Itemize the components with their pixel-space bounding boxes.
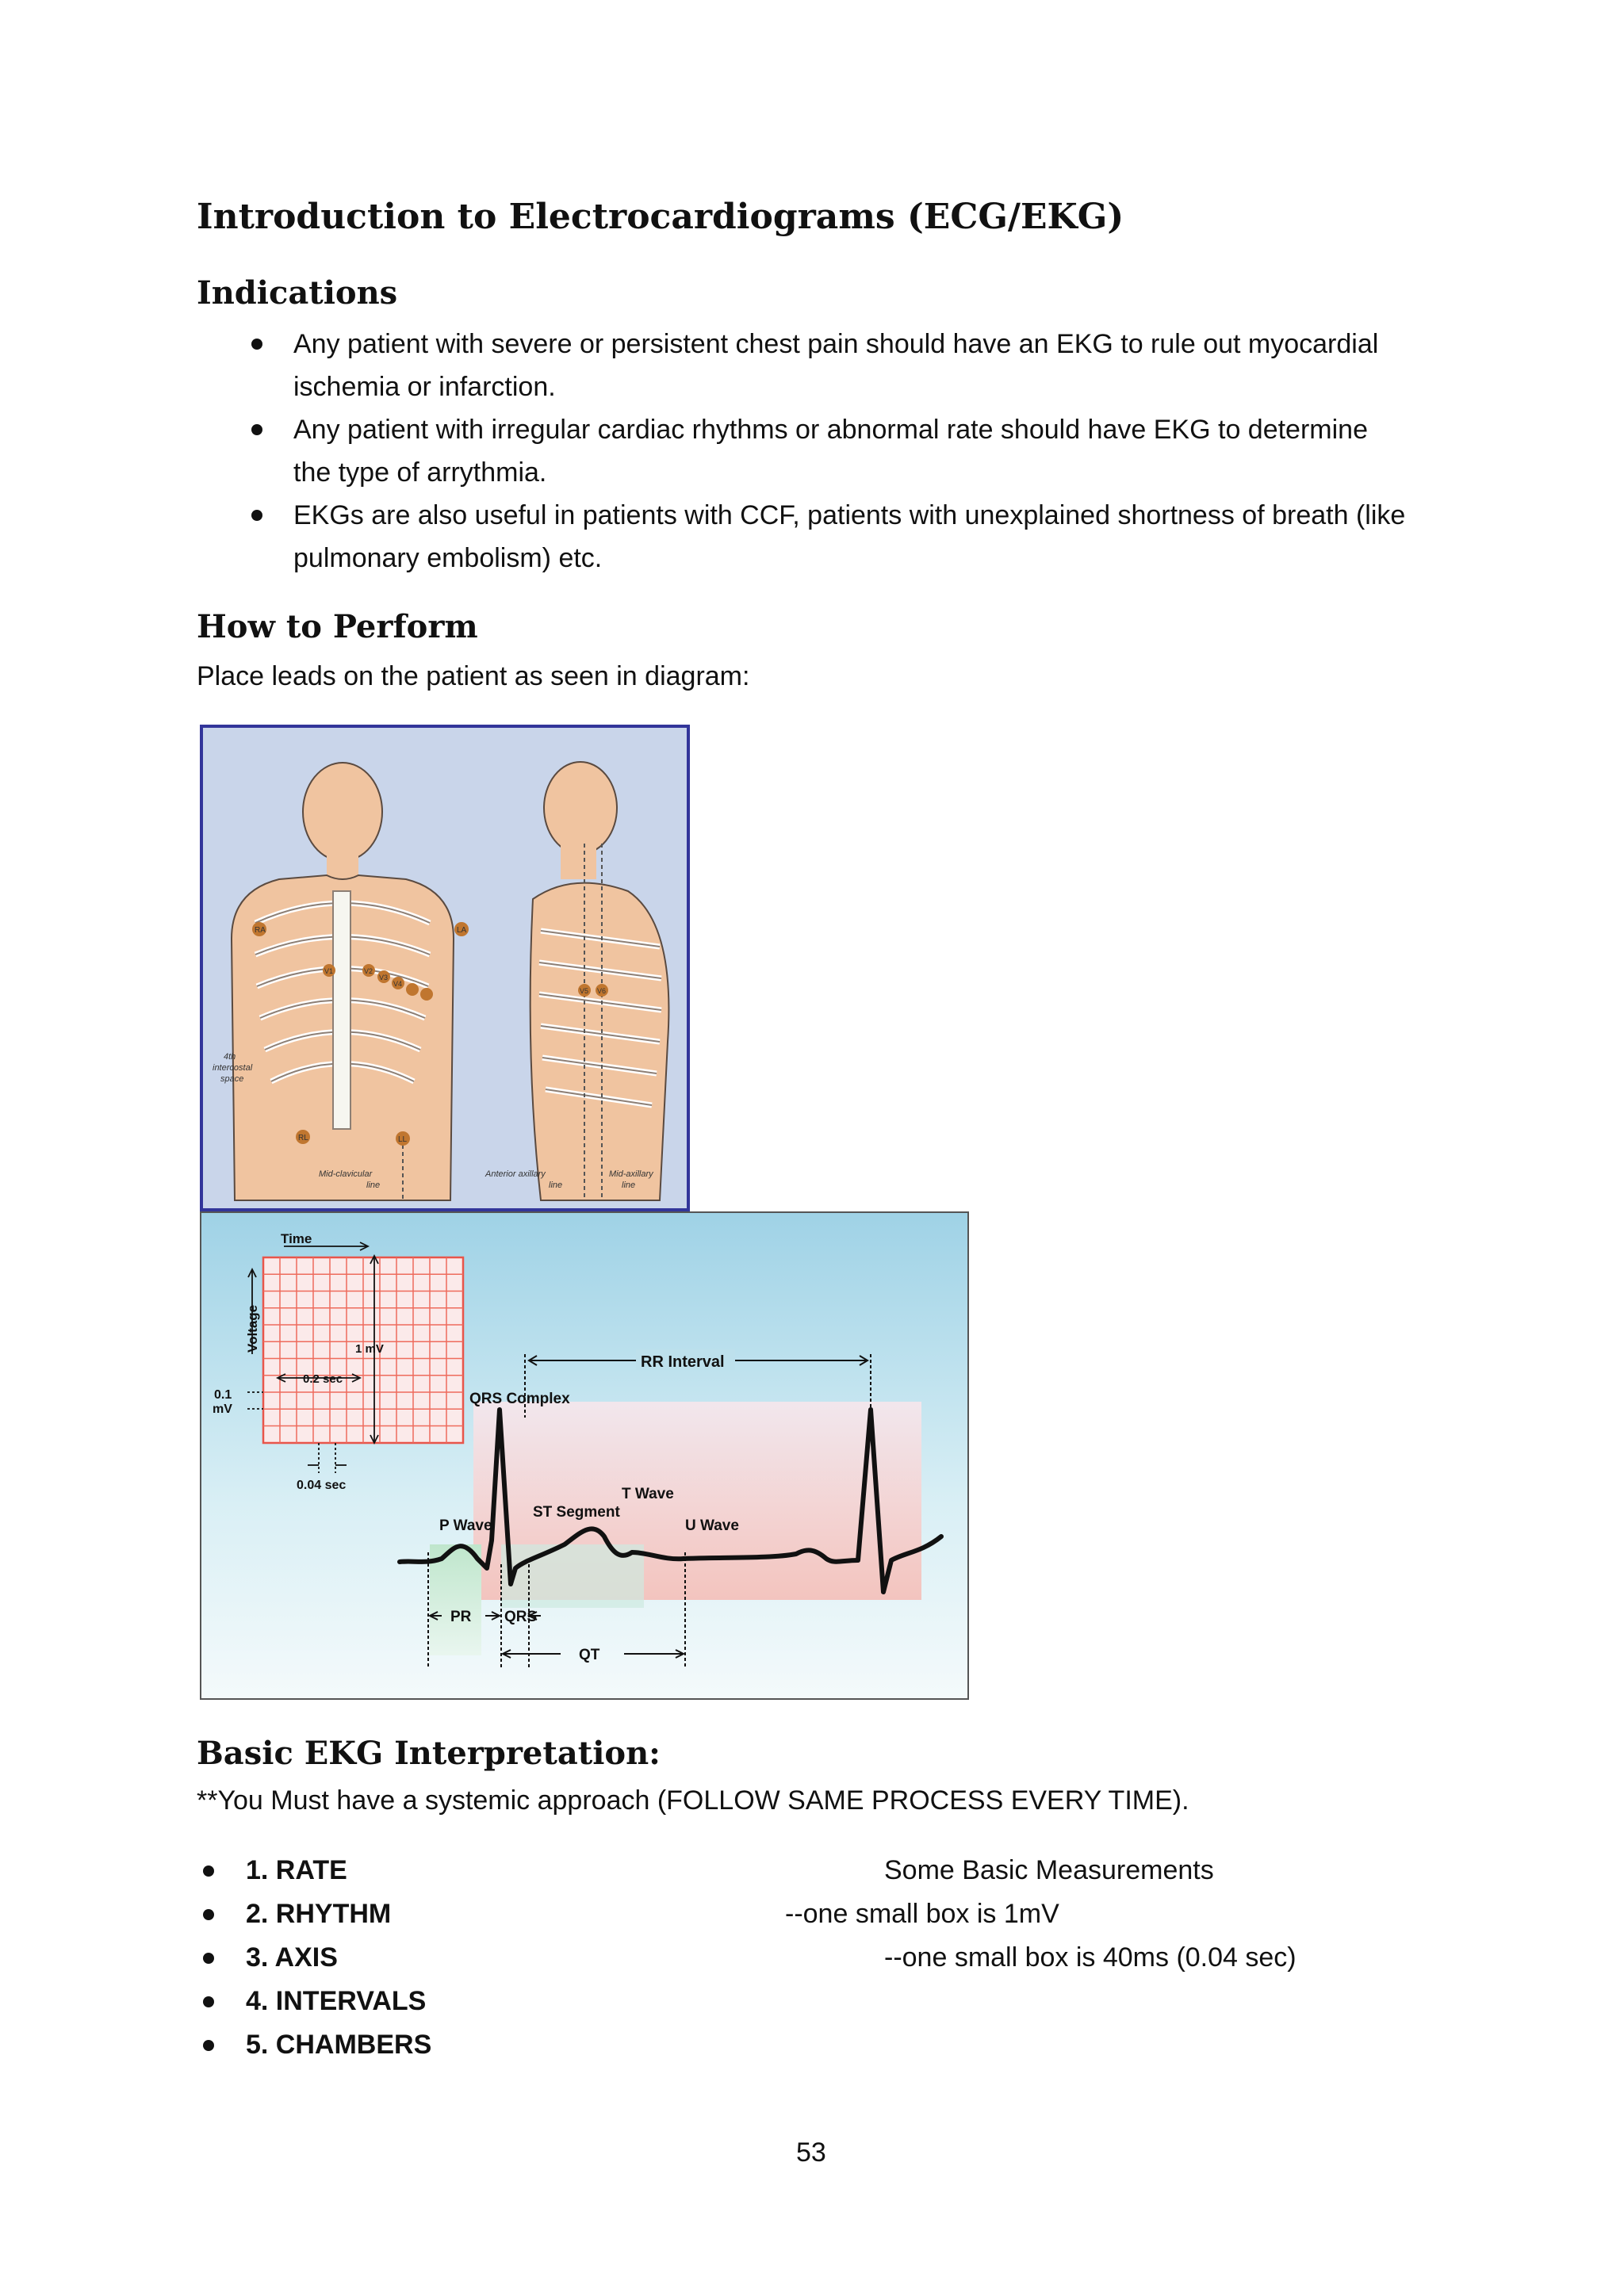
list-item: 4. INTERVALS — [197, 1980, 752, 2023]
label-la: LA — [457, 926, 467, 935]
lead-placement-figure — [200, 725, 690, 1211]
list-item-line: EKGs are also useful in patients with CCF, patients with unexplained shortness of breath (like — [293, 500, 1406, 530]
list-item: 2. RHYTHM — [197, 1892, 752, 1936]
label-v4: V4 — [393, 980, 403, 988]
label-intercostal-2: intercostal — [213, 1063, 253, 1073]
label-ra: RA — [255, 926, 266, 935]
label-u-wave: U Wave — [685, 1517, 739, 1534]
page-title: Introduction to Electrocardiograms (ECG/EKG) — [197, 197, 1124, 237]
indications-heading: Indications — [197, 274, 398, 312]
ekg-waveform-diagram — [200, 1211, 969, 1700]
page-number: 53 — [796, 2137, 826, 2168]
label-0-1: 0.1 — [214, 1388, 232, 1402]
lead-placement-illustration — [200, 725, 690, 1211]
label-v2: V2 — [364, 967, 373, 975]
label-mid-axillary-2: line — [622, 1181, 636, 1190]
label-time: Time — [281, 1231, 312, 1246]
interpretation-note: **You Must have a systemic approach (FOLLOW SAME PROCESS EVERY TIME). — [197, 1785, 1189, 1816]
label-0-2-sec: 0.2 sec — [303, 1372, 343, 1386]
list-item: 3. AXIS — [197, 1936, 752, 1980]
list-item: 1. RATE — [197, 1849, 752, 1892]
label-anterior-axillary-1: Anterior axillary — [485, 1169, 546, 1179]
interpretation-heading: Basic EKG Interpretation: — [197, 1735, 661, 1772]
interpretation-steps — [197, 1849, 752, 2067]
label-v6: V6 — [597, 987, 607, 995]
label-ll: LL — [398, 1135, 408, 1144]
label-qt: QT — [579, 1647, 600, 1663]
label-v1: V1 — [324, 967, 334, 975]
label-v3: V3 — [379, 974, 389, 982]
label-qrs: QRS — [504, 1609, 538, 1625]
label-intercostal-1: 4th — [224, 1052, 236, 1062]
label-intercostal-3: space — [220, 1074, 244, 1084]
label-mid-axillary-1: Mid-axillary — [609, 1169, 653, 1179]
indications-list — [197, 323, 1465, 580]
label-anterior-axillary-2: line — [549, 1181, 563, 1190]
measurement-ms: --one small box is 40ms (0.04 sec) — [884, 1942, 1297, 1973]
measurements-title: Some Basic Measurements — [884, 1855, 1214, 1885]
list-item-line: Any patient with irregular cardiac rhythms or abnormal rate should have EKG to determine — [293, 415, 1368, 445]
measurement-mv: --one small box is 1mV — [785, 1899, 1059, 1929]
label-midclavicular-1: Mid-clavicular — [319, 1169, 373, 1179]
list-item-line: the type of arrythmia. — [293, 457, 547, 488]
list-item-line: ischemia or infarction. — [293, 372, 556, 402]
label-p-wave: P Wave — [439, 1517, 492, 1534]
perform-heading: How to Perform — [197, 608, 478, 645]
label-v5: V5 — [580, 987, 589, 995]
perform-text: Place leads on the patient as seen in diagram: — [197, 661, 750, 691]
list-item — [197, 494, 1465, 580]
label-pr: PR — [450, 1609, 472, 1625]
list-item: 5. CHAMBERS — [197, 2023, 752, 2067]
label-1mv: 1 mV — [355, 1342, 384, 1356]
label-0-04-sec: 0.04 sec — [297, 1479, 347, 1492]
label-rl: RL — [298, 1134, 308, 1142]
label-voltage: Voltage — [245, 1304, 260, 1353]
list-item — [197, 323, 1465, 408]
label-rr-interval: RR Interval — [641, 1353, 725, 1371]
list-item-line: Any patient with severe or persistent chest pain should have an EKG to rule out myocardial — [293, 329, 1379, 359]
ekg-waveform-figure — [200, 1211, 969, 1700]
list-item — [197, 408, 1465, 494]
label-mv: mV — [213, 1402, 232, 1416]
label-st-segment: ST Segment — [533, 1504, 620, 1521]
list-item-line: pulmonary embolism) etc. — [293, 543, 603, 573]
label-qrs-complex: QRS Complex — [469, 1391, 570, 1407]
label-midclavicular-2: line — [366, 1181, 381, 1190]
label-t-wave: T Wave — [622, 1486, 674, 1502]
